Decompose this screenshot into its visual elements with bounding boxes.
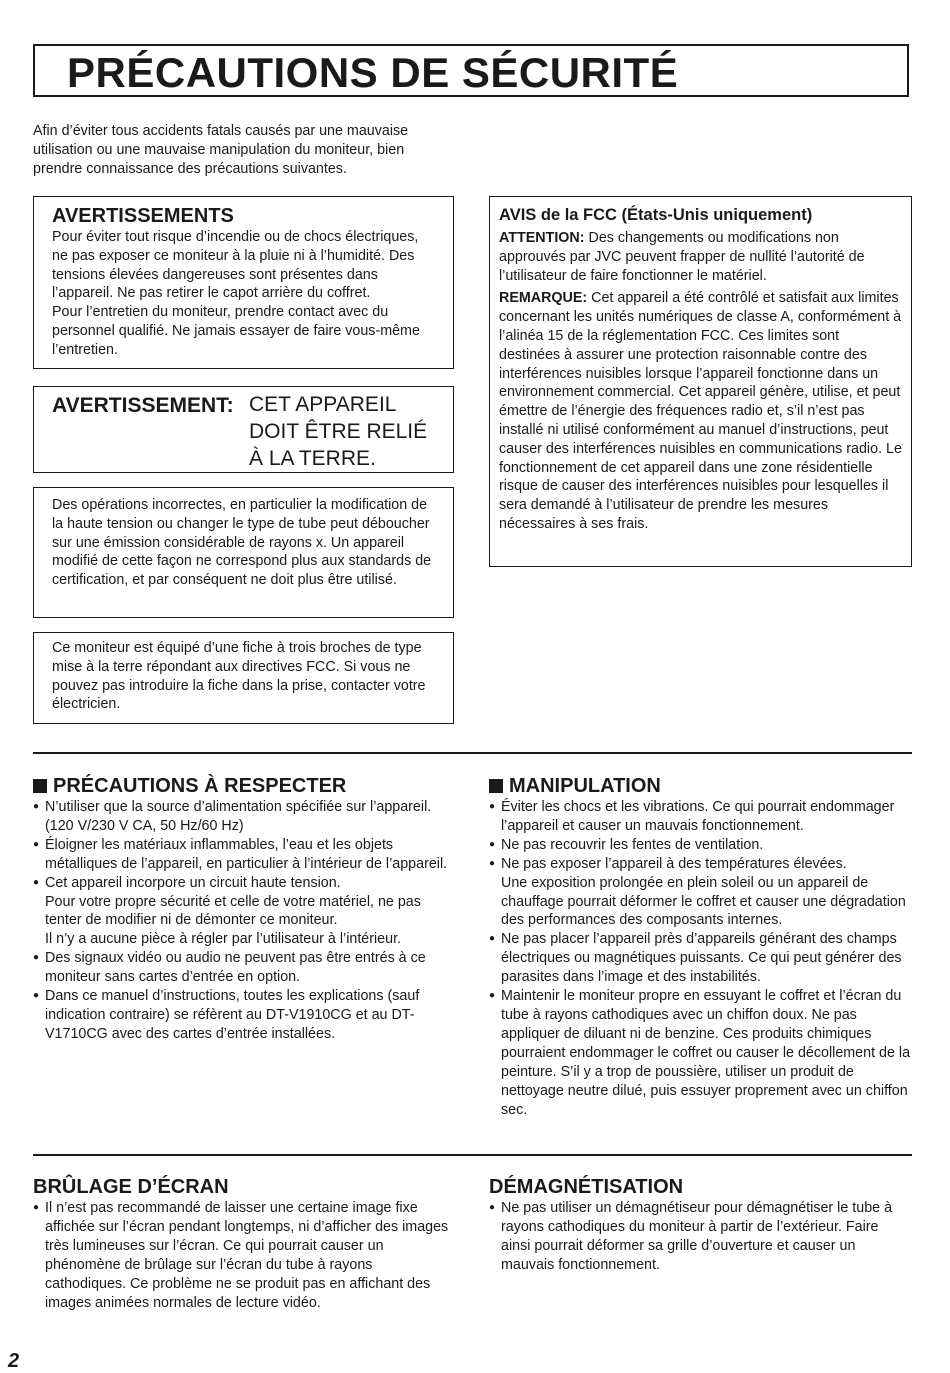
fcc-remarque-text: Cet appareil a été contrôlé et satisfait aux limites concernant les unités numériques de classe A, conformément à l’alinéa 15 de la réglementation FCC. Ces limites sont destinées à assurer une protection raisonnable contre des interférences nuisibles lorsque l’appareil fonctionne dans un environnement commercial. Cet appareil génère, utilise, et peut émettre de l’énergie des fréquences radio et, s’il n’est pas installé ni utilisé conformément au manuel d’instructions, peut causer des interférences nuisibles en communications radio. Le fonctionnement de cet appareil dans une zone résidentielle risque de causer des interférences nuisibles pour lesquelles il sera demandé à l’utilisateur de prendre les mesures nécessaires à ses frais. <box>499 290 902 532</box>
manipulation-list <box>489 798 911 1119</box>
page-number: 2 <box>8 1350 20 1372</box>
demagnetization-section <box>489 1175 911 1275</box>
list-item <box>489 855 911 931</box>
list-item: ● N’utiliser que la source d’alimentation spécifiée sur l’appareil. (120 V/230 V CA, 50 Hz/60 Hz) <box>33 798 455 836</box>
list-item: ● Ne pas placer l’appareil près d’appareils générant des champs électriques ou magnétiques puissants. Ce qui peut générer des parasites dans l’image et des instabilités. <box>489 930 911 987</box>
list-item-text: ● Cet appareil incorpore un circuit haute tension. <box>45 874 341 891</box>
xray-warning-text: Des opérations incorrectes, en particulier la modification de la haute tension ou changer le type de tube peut déboucher sur une émission considérable de rayons x. Un appareil modifié de cette façon ne correspond plus aux standards de certification, et par conséquent ne doit plus être utilisé. <box>52 497 432 589</box>
list-item <box>33 874 455 950</box>
warnings-box <box>33 196 454 369</box>
screen-burn-heading: BRÛLAGE D’ÉCRAN <box>33 1176 229 1198</box>
list-item: ● Éloigner les matériaux inflammables, l’eau et les objets métalliques de l’appareil, en particulier à l’intérieur de l’appareil. <box>33 836 455 874</box>
list-item: ● Éviter les chocs et les vibrations. Ce qui pourrait endommager l’appareil et causer un mauvais fonctionnement. <box>489 798 911 836</box>
square-bullet-icon <box>33 779 47 793</box>
fcc-attention <box>499 229 904 285</box>
list-item: ● Des signaux vidéo ou audio ne peuvent pas être entrés à ce moniteur sans cartes d’entrée en option. <box>33 949 455 987</box>
precautions-heading-text: PRÉCAUTIONS À RESPECTER <box>53 775 347 797</box>
intro-text: Afin d’éviter tous accidents fatals causés par une mauvaise utilisation ou une mauvaise manipulation du moniteur, bien prendre connaissance des précautions suivantes. <box>33 123 409 177</box>
fcc-attention-label: ATTENTION: <box>499 230 585 246</box>
list-item-text: ● Ne pas exposer l’appareil à des températures élevées. <box>501 855 847 872</box>
manipulation-section <box>489 774 911 1119</box>
precautions-list <box>33 798 455 1044</box>
list-item-detail: Une exposition prolongée en plein soleil ou un appareil de chauffage pourrait déformer le coffret et causer une dégradation des performances des composants internes. <box>501 874 906 929</box>
page-title: PRÉCAUTIONS DE SÉCURITÉ <box>67 49 679 96</box>
plug-notice-box <box>33 632 454 724</box>
xray-warning-box <box>33 487 454 618</box>
list-item-detail: Pour votre propre sécurité et celle de votre matériel, ne pas tenter de modifier ni de démonter ce moniteur. <box>45 893 421 929</box>
grounding-label: AVERTISSEMENT: <box>52 394 234 417</box>
page-title-box <box>33 44 909 97</box>
grounding-line-3: À LA TERRE. <box>249 447 376 470</box>
fcc-notice-box <box>489 196 912 567</box>
list-item-detail: Il n’y a aucune pièce à régler par l’utilisateur à l’intérieur. <box>45 931 402 948</box>
manipulation-heading-text: MANIPULATION <box>509 775 661 797</box>
fcc-attention-text: Des changements ou modifications non approuvés par JVC peuvent frapper de nullité l’autorité de l’utilisateur de faire fonctionner le matériel. <box>499 230 865 284</box>
list-item: ● Ne pas utiliser un démagnétiseur pour démagnétiser le tube à rayons cathodiques du moniteur à partir de l’extérieur. Faire ainsi pourrait déformer sa grille d’ouverture et causer un mauvais fonctionnement. <box>489 1199 911 1275</box>
grounding-line-1: CET APPAREIL <box>249 393 397 416</box>
fcc-remarque-label: REMARQUE: <box>499 290 588 307</box>
grounding-warning-box <box>33 386 454 473</box>
list-item: ● Maintenir le moniteur propre en essuyant le coffret et l’écran du tube à rayons cathodiques avec un chiffon doux. Ne pas appliquer de diluant ni de benzine. Ces produits chimiques pourraient endommager le coffret ou causer le décollement de la peinture. S’il y a trop de poussière, utiliser un produit de nettoyage neutre dilué, puis essuyer proprement avec un chiffon sec. <box>489 987 911 1119</box>
list-item: ● Ne pas recouvrir les fentes de ventilation. <box>489 836 911 855</box>
warnings-text-2: Pour l’entretien du moniteur, prendre contact avec du personnel qualifié. Ne jamais essayer de faire vous-même l’entretien. <box>52 304 420 358</box>
fcc-remarque <box>499 289 904 533</box>
screen-burn-list <box>33 1199 455 1312</box>
grounding-line-2: DOIT ÊTRE RELIÉ <box>249 420 428 443</box>
warnings-text-1: Pour éviter tout risque d’incendie ou de chocs électriques, ne pas exposer ce moniteur à la pluie ni à l’humidité. Des tensions élevées dangereuses sont présentes dans l’appareil. Ne pas retirer le capot arrière du coffret. <box>52 229 419 302</box>
plug-notice-text: Ce moniteur est équipé d’une fiche à trois broches de type mise à la terre répondant aux directives FCC. Si vous ne pouvez pas introduire la fiche dans la prise, contacter votre électricien. <box>52 640 426 713</box>
demagnetization-heading: DÉMAGNÉTISATION <box>489 1176 684 1198</box>
precautions-heading <box>33 774 455 798</box>
section-divider <box>33 752 912 754</box>
square-bullet-icon <box>489 779 503 793</box>
grounding-message <box>249 391 449 472</box>
list-item: ● Il n’est pas recommandé de laisser une certaine image fixe affichée sur l’écran pendant longtemps, ni d’afficher des images très lumineuses sur l’écran. Ce qui pourrait causer un phénomène de brûlage sur l’écran du tube à rayons cathodiques. Ce problème ne se produit pas en affichant des images animées normales de lecture vidéo. <box>33 1199 455 1312</box>
warnings-heading: AVERTISSEMENTS <box>52 205 234 227</box>
demagnetization-list <box>489 1199 911 1275</box>
list-item: ● Dans ce manuel d’instructions, toutes les explications (sauf indication contraire) se réfèrent au DT-V1910CG et au DT-V1710CG avec des cartes d’entrée installées. <box>33 987 455 1044</box>
fcc-heading: AVIS de la FCC (États-Unis uniquement) <box>499 206 813 224</box>
section-divider <box>33 1154 912 1156</box>
manipulation-heading <box>489 774 911 798</box>
screen-burn-section <box>33 1175 455 1312</box>
precautions-section <box>33 774 455 1044</box>
